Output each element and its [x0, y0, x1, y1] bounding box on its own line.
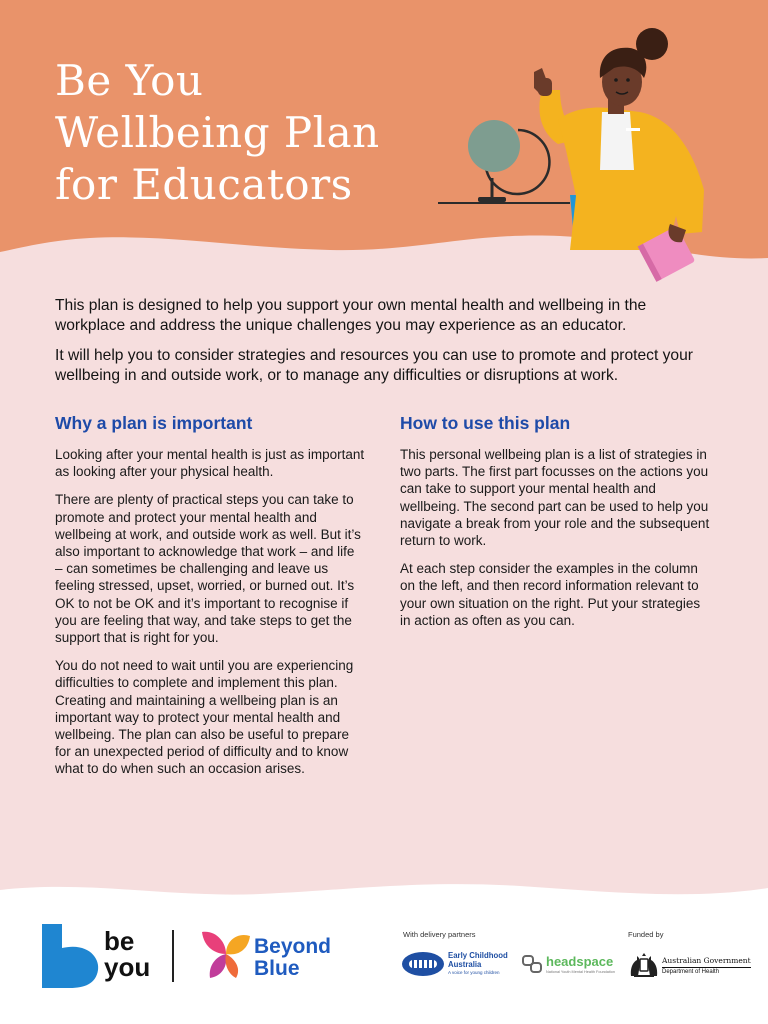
- educator-illustration: [430, 20, 768, 290]
- coat-of-arms-icon: [628, 952, 660, 978]
- how-paragraph-1: This personal wellbeing plan is a list of strategies in two parts. The first part focusses on the actions you can take to support your mental health and wellbeing. The second part can be used to help you navigate a break from your role and the subsequent return to work.: [400, 447, 710, 549]
- headspace-icon: [522, 954, 544, 974]
- logo-divider: [172, 930, 174, 982]
- department-name: Department of Health: [662, 969, 720, 975]
- be-you-logo-icon: [40, 924, 100, 988]
- title-line-3: for Educators: [55, 160, 353, 209]
- be-you-wordmark: be you: [104, 926, 151, 982]
- how-heading: How to use this plan: [400, 413, 571, 433]
- headspace-logo: [522, 952, 614, 978]
- page-title: [55, 55, 380, 211]
- globe-icon: [468, 120, 549, 202]
- headspace-name: headspace: [546, 954, 614, 969]
- how-section: [400, 412, 710, 640]
- eca-tagline: A voice for young children: [448, 970, 500, 975]
- why-paragraph-2: There are plenty of practical steps you can take to promote and protect your mental health and wellbeing at work, and outside work as well. But it’s also important to acknowledge that work – and life – can sometimes be challenging and leave us feeling stressed, upset, worried, or burned out. It’s OK to not be OK and it’s important to recognise if you are feeling that way, and take steps to get the support that is right for you.: [55, 492, 361, 646]
- delivery-partners-label: With delivery partners: [403, 930, 476, 939]
- intro-section: [55, 296, 715, 396]
- header-banner: [0, 0, 768, 300]
- how-paragraph-2: At each step consider the examples in the column on the left, and then record information relevant to your own situation on the right. Put your strategies in action as often as you can.: [400, 561, 701, 628]
- eca-name: Early Childhood Australia: [448, 951, 508, 969]
- why-section: [55, 412, 365, 789]
- title-line-2: Wellbeing Plan: [55, 108, 380, 157]
- funded-by-label: Funded by: [628, 930, 664, 939]
- australian-government-logo: [628, 950, 751, 980]
- teacher-figure: [534, 28, 704, 282]
- government-name: Australian Government: [662, 956, 751, 968]
- why-paragraph-3: You do not need to wait until you are experiencing difficulties to complete and implement this plan. Creating and maintaining a wellbeing plan is an important way to protect your mental health and wellbeing. The plan can also be useful to prepare for an unexpected period of difficulty and to know what to do when such an occasion arises.: [55, 658, 354, 777]
- beyond-blue-wordmark: Beyond Blue: [254, 935, 332, 980]
- intro-paragraph-2: It will help you to consider strategies and resources you can use to promote and protect your wellbeing in and outside work, or to manage any difficulties or disruptions at work.: [55, 347, 693, 384]
- intro-paragraph-1: This plan is designed to help you support your own mental health and wellbeing in the workplace and address the unique challenges you may experience as an educator.: [55, 297, 647, 334]
- why-heading: Why a plan is important: [55, 413, 253, 433]
- headspace-tagline: National Youth Mental Health Foundation: [546, 970, 616, 974]
- beyond-blue-butterfly-icon: [196, 928, 252, 980]
- eca-badge-icon: [402, 952, 444, 976]
- early-childhood-australia-logo: [402, 950, 512, 980]
- title-line-1: Be You: [55, 56, 204, 105]
- why-paragraph-1: Looking after your mental health is just as important as looking after your physical health.: [55, 447, 365, 480]
